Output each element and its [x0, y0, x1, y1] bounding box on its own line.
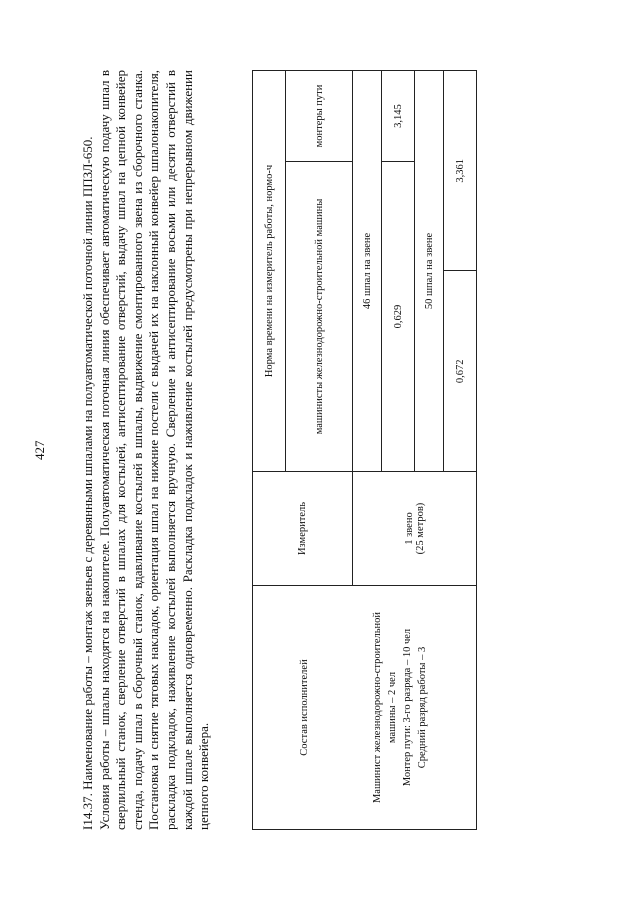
unit-cell: 1 звено (25 метров) — [353, 472, 477, 586]
value-machinists: 0,672 — [444, 271, 477, 471]
row-label: 50 шпал на звене — [415, 71, 444, 471]
page-number: 427 — [32, 440, 47, 460]
time-norm-table — [252, 70, 477, 830]
value-fitters: 3,145 — [382, 71, 415, 162]
staff-list: Машинист железнодорожно-строительной машины – 2 чел Монтер пути: 3-го разряда – 10 чел Средний разряд работы – 3 — [372, 611, 428, 804]
work-conditions: Условия работы – шпалы находятся на накопителе. Полуавтоматическая поточная линия обеспечивает автоматическую подачу шпал в сверлильный станок, сверление отверстий в шпалах для костылей, антисептирование отверстий, выдачу шпал на цепной конвейер стенда, подачу шпал в сборочный станок, вдавливание костылей в шпалы, выдвижение смонтированного звена из сборочного станка. Постановка и снятие тяговых накладок, ориентация шпал на нижние постели с выдачей их на наклонный конвейер шпалонакопителя, раскладка подкладок, наживление костылей выполняется вручную. Сверление и антисептирование восьми или десяти отверстий в каждой шпале выполняется одновременно. Раскладка подкладок и наживление костылей предусмотрены при непрерывном движении цепного конвейера. — [96, 70, 212, 830]
value-fitters: 3,361 — [454, 158, 466, 183]
header-unit: Измеритель — [253, 472, 353, 586]
header-machinists: машинисты железнодорожно-строительной машины — [286, 162, 353, 472]
value-machinists: 0,629 — [382, 162, 415, 472]
rotated-content — [20, 50, 620, 870]
header-norm: Норма времени на измеритель работы, нормо-ч — [253, 71, 286, 472]
body-text — [80, 70, 213, 830]
header-staff: Состав исполнителей Машинист железнодорожно-строительной машины – 2 чел Монтер пути: 3-го разряда – 10 чел Средний разряд работы – 3 — [253, 586, 477, 830]
row-label: 46 шпал на звене — [353, 71, 382, 472]
section-title: I14.37. Наименование работы – монтаж звеньев с деревянными шпалами на полуавтоматической поточной линии ППЗЛ-650. — [80, 136, 95, 830]
header-fitters: монтеры пути — [286, 71, 353, 162]
